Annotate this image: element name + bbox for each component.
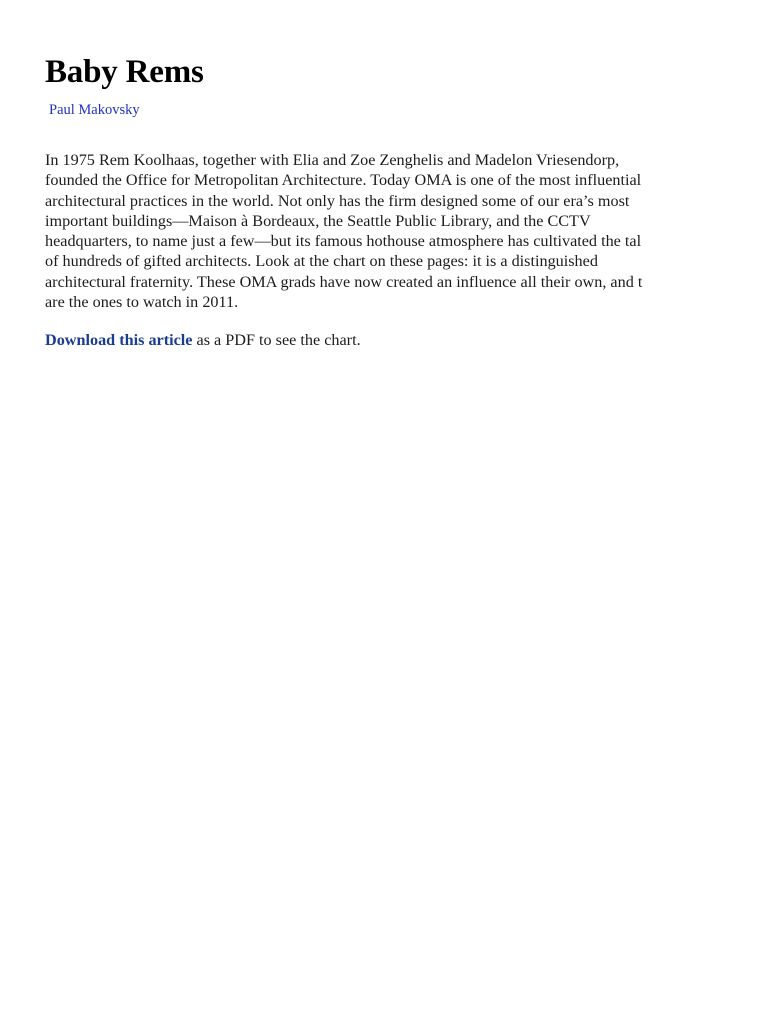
download-paragraph <box>45 330 361 350</box>
body-line: important buildings—Maison à Bordeaux, the Seattle Public Library, and the CCTV <box>45 211 591 230</box>
body-line: founded the Office for Metropolitan Architecture. Today OMA is one of the most influential <box>45 171 642 190</box>
author-link[interactable]: Paul Makovsky <box>49 102 140 118</box>
article-body <box>45 150 733 312</box>
body-line: architectural fraternity. These OMA grads have now created an influence all their own, and t <box>45 272 643 291</box>
body-line: of hundreds of gifted architects. Look at the chart on these pages: it is a distinguished <box>45 252 598 271</box>
body-line: headquarters, to name just a few—but its famous hothouse atmosphere has cultivated the tal <box>45 232 642 251</box>
body-line: architectural practices in the world. Not only has the firm designed some of our era’s most <box>45 191 630 210</box>
body-line: are the ones to watch in 2011. <box>45 293 239 312</box>
download-article-link[interactable]: Download this article <box>45 331 193 349</box>
body-line: In 1975 Rem Koolhaas, together with Elia and Zoe Zenghelis and Madelon Vriesendorp, <box>45 151 620 169</box>
download-trailing-text: as a PDF to see the chart. <box>192 331 361 349</box>
article-title: Baby Rems <box>45 54 204 90</box>
